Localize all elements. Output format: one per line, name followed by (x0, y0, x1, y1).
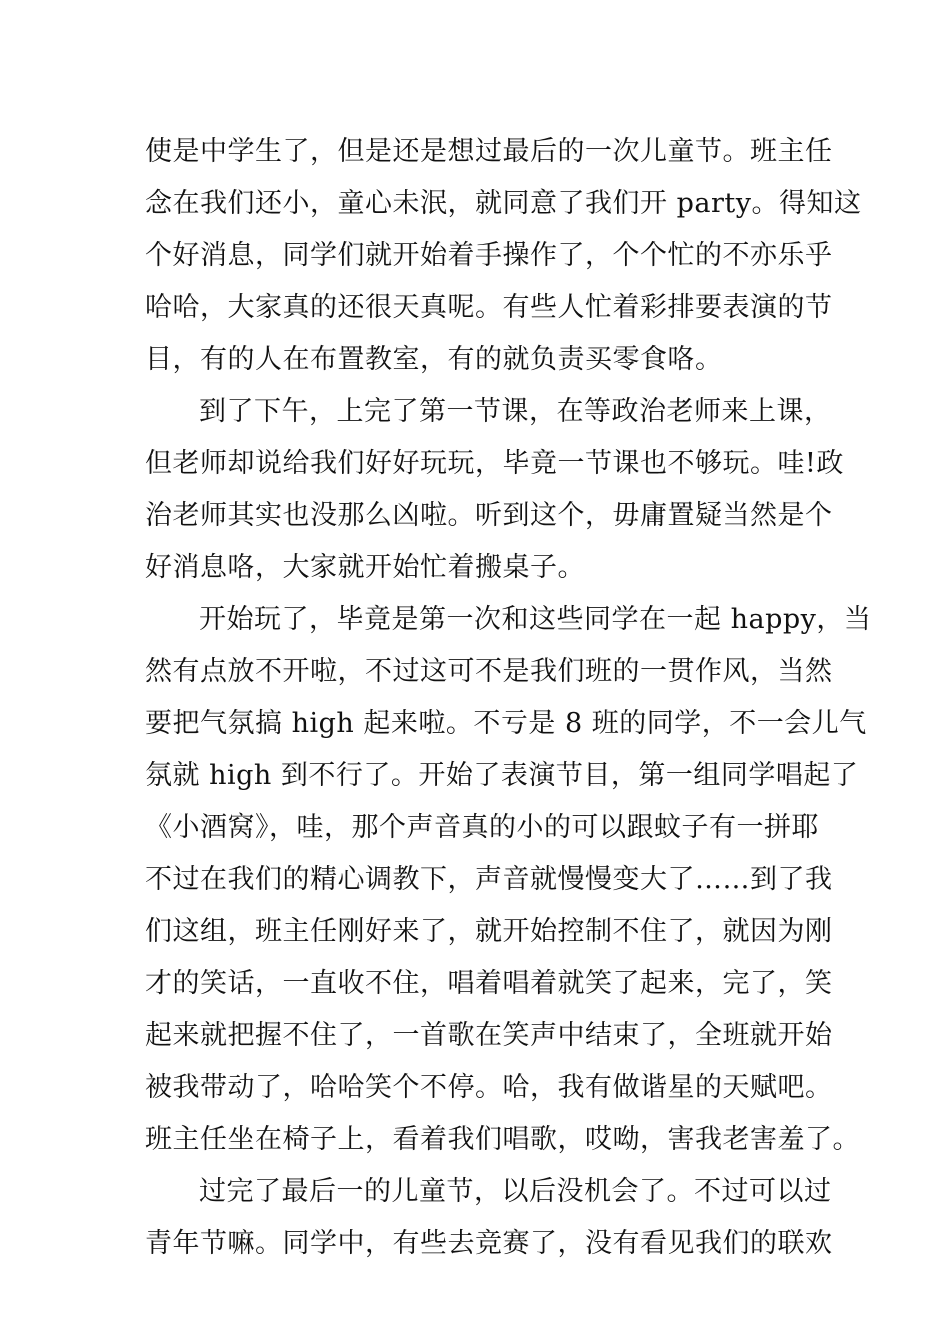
text-line: 《小酒窝》，哇，那个声音真的小的可以跟蚊子有一拼耶 (145, 812, 819, 843)
text-line: 起来就把握不住了，一首歌在笑声中结束了，全班就开始 (145, 1020, 833, 1051)
paragraph-end-line: 好消息咯，大家就开始忙着搬桌子。 (145, 552, 585, 583)
paragraph-start-line: 到了下午，上完了第一节课，在等政治老师来上课， (199, 396, 832, 427)
paragraph-end-line: 目，有的人在布置教室，有的就负责买零食咯。 (145, 344, 723, 375)
text-line: 然有点放不开啦，不过这可不是我们班的一贯作风，当然 (145, 656, 833, 687)
text-line: 被我带动了，哈哈笑个不停。哈，我有做谐星的天赋吧。 (145, 1072, 833, 1103)
text-line: 但老师却说给我们好好玩玩，毕竟一节课也不够玩。哇!政 (145, 448, 844, 479)
text-line: 青年节嘛。同学中，有些去竞赛了，没有看见我们的联欢 (145, 1228, 833, 1259)
text-line: 要把气氛搞 high 起来啦。不亏是 8 班的同学，不一会儿气 (145, 708, 867, 739)
paragraph-start-line: 过完了最后一的儿童节，以后没机会了。不过可以过 (199, 1176, 832, 1207)
body-text (145, 126, 872, 1270)
paragraph-start-line: 开始玩了，毕竟是第一次和这些同学在一起 happy，当 (199, 604, 872, 635)
text-line: 使是中学生了，但是还是想过最后的一次儿童节。班主任 (145, 136, 833, 167)
paragraph-end-line: 班主任坐在椅子上，看着我们唱歌，哎呦，害我老害羞了。 (145, 1124, 860, 1155)
text-line: 氛就 high 到不行了。开始了表演节目，第一组同学唱起了 (145, 760, 859, 791)
text-line: 治老师其实也没那么凶啦。听到这个，毋庸置疑当然是个 (145, 500, 833, 531)
text-line: 不过在我们的精心调教下，声音就慢慢变大了……到了我 (145, 864, 833, 895)
text-line: 个好消息，同学们就开始着手操作了，个个忙的不亦乐乎 (145, 240, 833, 271)
text-line: 哈哈，大家真的还很天真呢。有些人忙着彩排要表演的节 (145, 292, 833, 323)
text-line: 才的笑话，一直收不住，唱着唱着就笑了起来，完了，笑 (145, 968, 833, 999)
text-line: 们这组，班主任刚好来了，就开始控制不住了，就因为刚 (145, 916, 833, 947)
text-line: 念在我们还小，童心未泯，就同意了我们开 party。得知这 (145, 188, 862, 219)
